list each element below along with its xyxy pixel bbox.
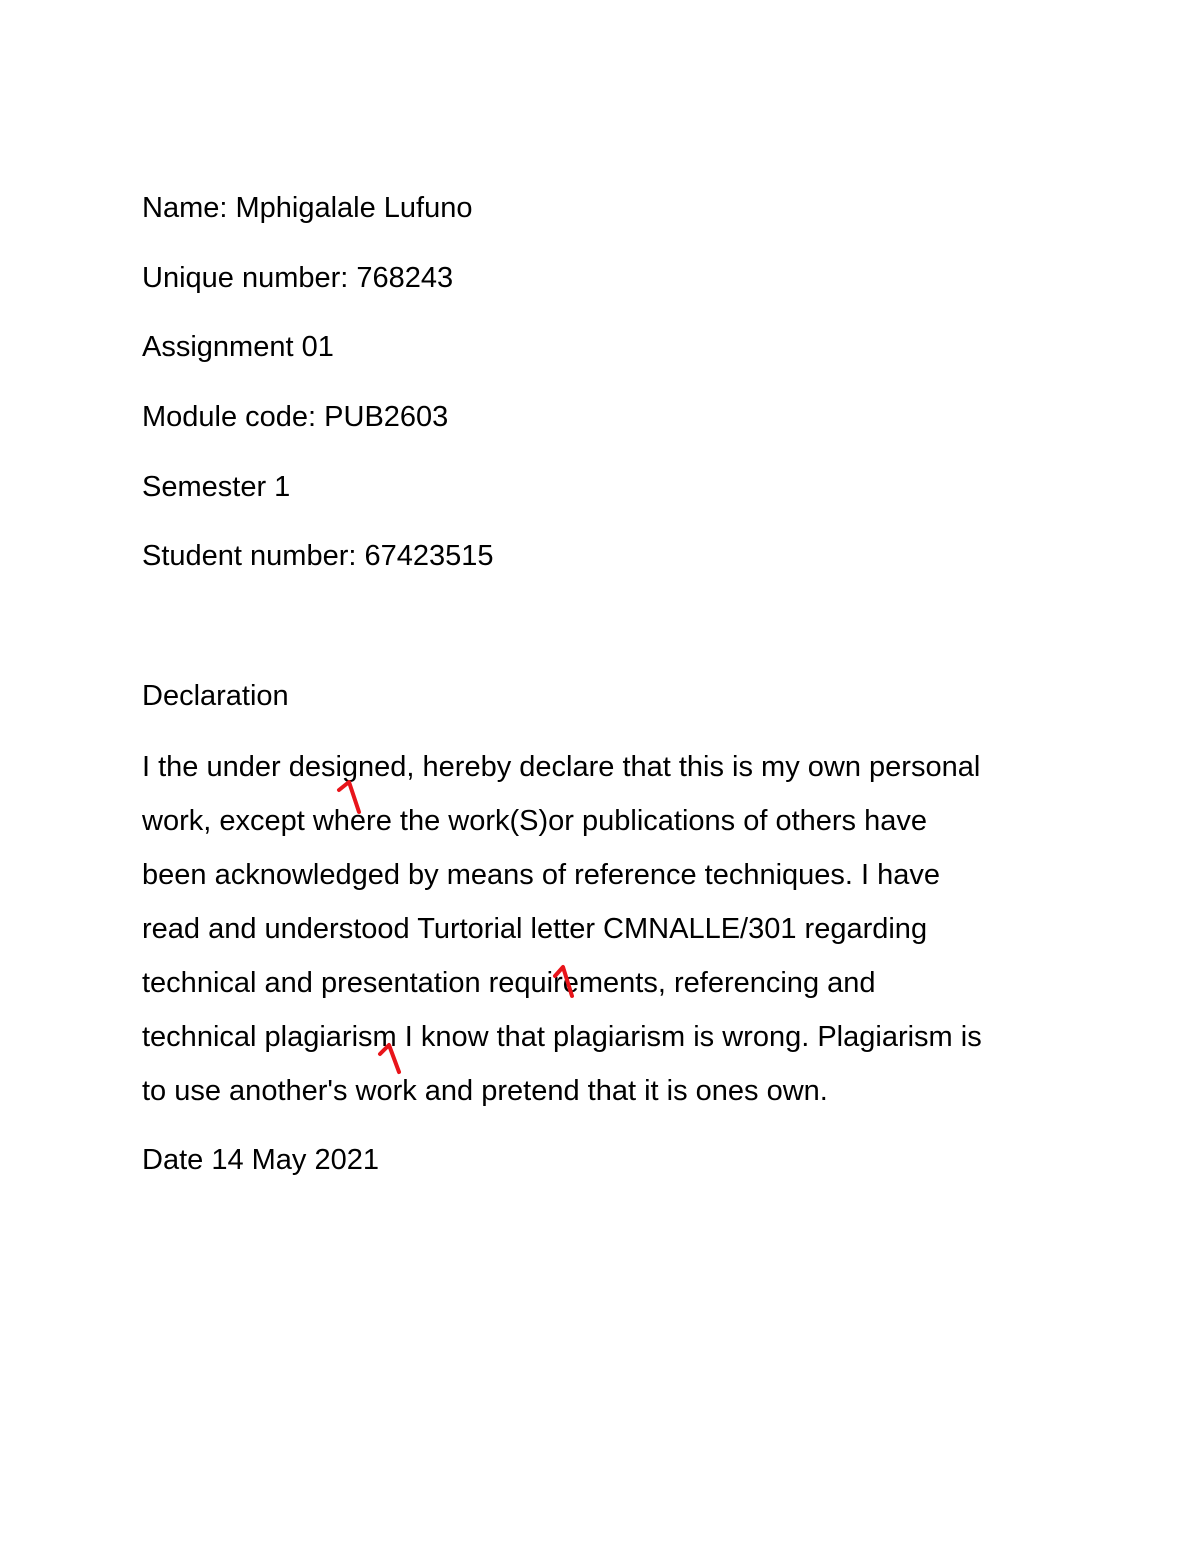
declaration-date: Date 14 May 2021: [142, 1144, 379, 1176]
student-name: Name: Mphigalale Lufuno: [142, 192, 473, 224]
declaration-line: work, except where the work(S)or publications of others have: [142, 805, 927, 837]
student-number: Student number: 67423515: [142, 540, 494, 572]
declaration-line: technical plagiarism I know that plagiarism is wrong. Plagiarism is: [142, 1021, 982, 1053]
declaration-line: technical and presentation requirements, referencing and: [142, 967, 876, 999]
assignment-label: Assignment 01: [142, 331, 334, 363]
unique-number: Unique number: 768243: [142, 262, 454, 294]
declaration-line: been acknowledged by means of reference techniques. I have: [142, 859, 941, 891]
declaration-heading: Declaration: [142, 680, 289, 712]
module-code: Module code: PUB2603: [142, 401, 449, 433]
declaration-paragraph: [142, 747, 1082, 1125]
semester-label: Semester 1: [142, 471, 291, 503]
declaration-line: I the under designed, hereby declare that this is my own personal: [142, 751, 981, 783]
declaration-line: to use another's work and pretend that it is ones own.: [142, 1075, 828, 1107]
declaration-line: read and understood Turtorial letter CMNALLE/301 regarding: [142, 913, 928, 945]
